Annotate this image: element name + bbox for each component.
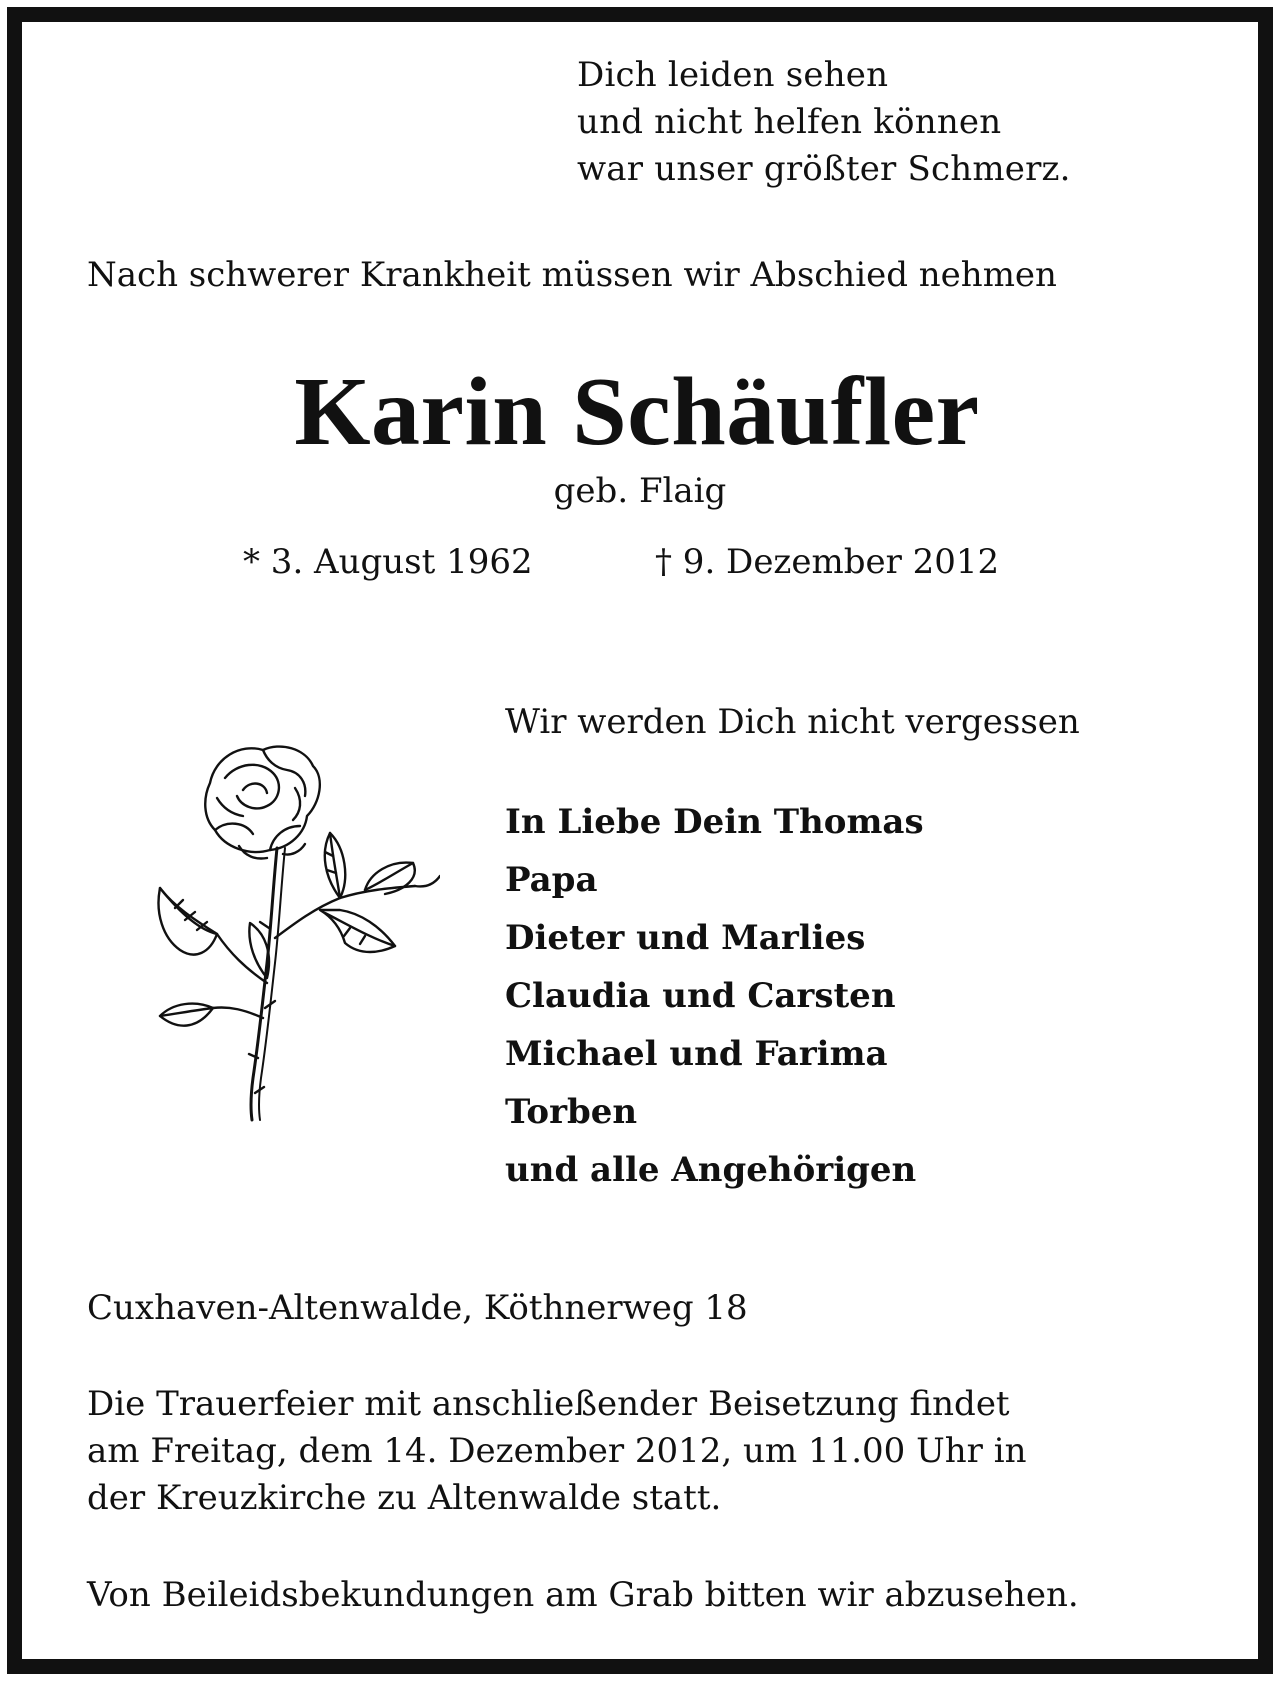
birth-date: * 3. August 1962 [243, 542, 533, 582]
poem-line: war unser größter Schmerz. [577, 149, 1071, 189]
poem-line: Dich leiden sehen [577, 55, 889, 95]
signature-line: Torben [505, 1092, 638, 1132]
signature-line: und alle Angehörigen [505, 1150, 917, 1190]
maiden-name: geb. Flaig [553, 471, 727, 511]
signature-line: In Liebe Dein Thomas [505, 802, 924, 842]
deceased-name: Karin Schäufler [294, 358, 980, 466]
address: Cuxhaven-Altenwalde, Köthnerweg 18 [87, 1288, 748, 1328]
ceremony-line: Die Trauerfeier mit anschließender Beisetzung findet [87, 1384, 1010, 1424]
signatures [505, 793, 924, 1199]
signature-line: Papa [505, 860, 598, 900]
signature-line: Claudia und Carsten [505, 976, 896, 1016]
farewell-line: Wir werden Dich nicht vergessen [505, 702, 1080, 742]
ceremony-details [87, 1381, 1027, 1522]
ceremony-line: am Freitag, dem 14. Dezember 2012, um 11.00 Uhr in [87, 1431, 1027, 1471]
intro-text: Nach schwerer Krankheit müssen wir Abschied nehmen [87, 255, 1057, 295]
rose-icon [155, 738, 440, 1123]
death-date: † 9. Dezember 2012 [655, 542, 1000, 582]
poem [577, 52, 1071, 193]
ceremony-line: der Kreuzkirche zu Altenwalde statt. [87, 1478, 722, 1518]
signature-line: Dieter und Marlies [505, 918, 866, 958]
poem-line: und nicht helfen können [577, 102, 1002, 142]
signature-line: Michael und Farima [505, 1034, 888, 1074]
condolence-note: Von Beileidsbekundungen am Grab bitten wir abzusehen. [87, 1575, 1079, 1615]
